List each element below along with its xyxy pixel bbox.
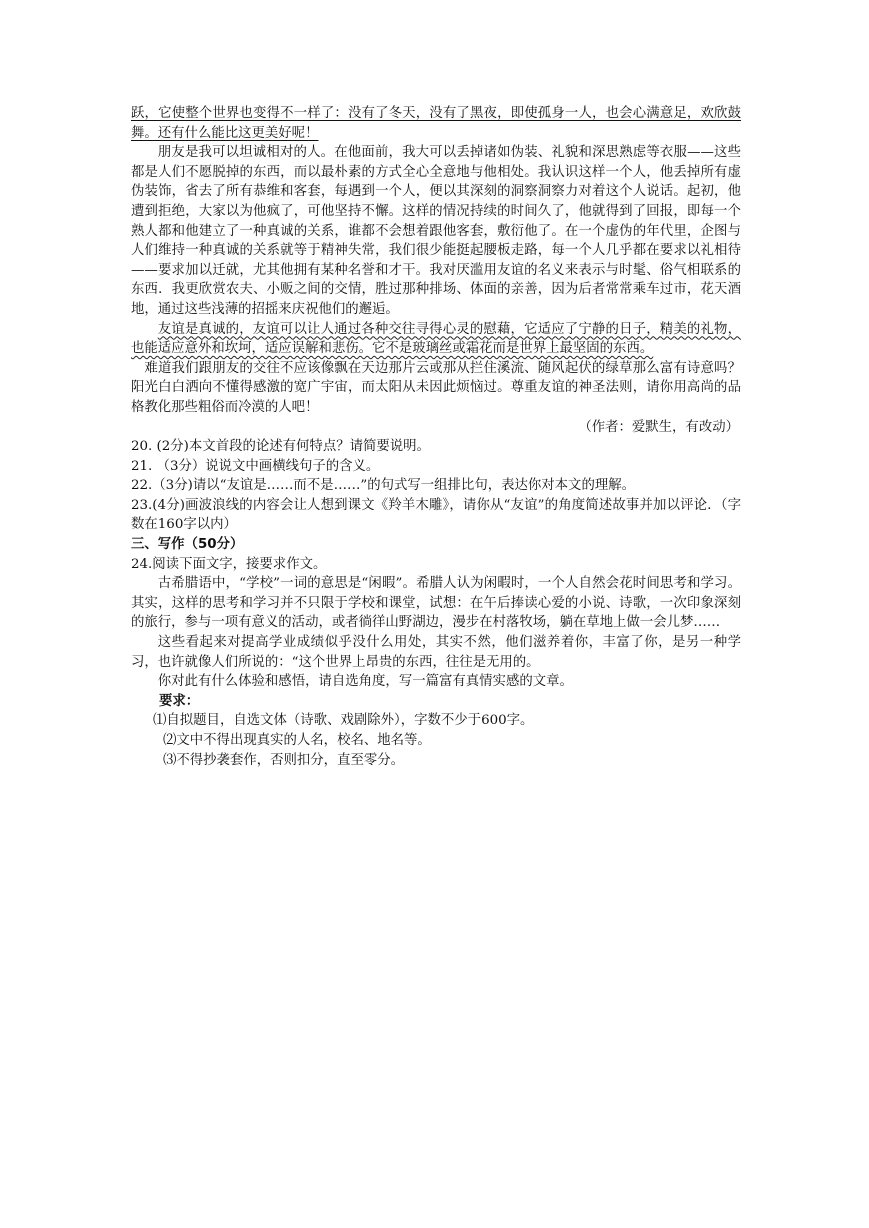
question-20: 20. (2分)本文首段的论述有何特点？请简要说明。 [131, 439, 430, 455]
underlined-paragraph-continuation: 跃，它使整个世界也变得不一样了：没有了冬天，没有了黑夜，即使孤身一人，也会心满意足，欢欣鼓舞。还有什么能比这更美好呢！ [131, 106, 741, 141]
question-24: 24.阅读下面文字，接要求作文。 [131, 556, 327, 572]
requirement-item: ⑶不得抄袭套作，否则扣分，直至零分。 [163, 752, 405, 768]
question-23: 23.(4分)画波浪线的内容会让人想到课文《羚羊木雕》，请你从“友谊”的角度简述故事并加以评论．（字数在160字以内） [131, 497, 741, 533]
writing-prompt-paragraph: 古希腊语中，“学校”一词的意思是“闲暇”。希腊人认为闲暇时，一个人自然会花时间思考和学习。其实，这样的思考和学习并不只限于学校和课堂，试想：在午后捧读心爱的小说、诗歌，一次印象深刻的旅行，参与一项有意义的活动，或者徜徉山野湖边，漫步在村落牧场，躺在草地上做一会儿梦…… [131, 576, 741, 631]
document-body [131, 104, 741, 770]
requirement-item: ⑴自拟题目，自选文体（诗歌、戏剧除外），字数不少于600字。 [153, 713, 534, 729]
question-22: 22.（3分)请以“友谊是……而不是……”的句式写一组排比句，表达你对本文的理解。 [131, 478, 636, 494]
requirement-item: ⑵文中不得出现真实的人名，校名、地名等。 [163, 733, 431, 748]
author-attribution: （作者：爱默生，有改动） [578, 419, 739, 435]
passage-paragraph: 难道我们跟朋友的交往不应该像飘在天边那片云或那从拦住溪流、随风起伏的绿草那么富有诗意吗？阳光白白洒向不懂得感激的宽广宇宙，而太阳从未因此烦恼过。尊重友谊的神圣法则，请你用高尚的品格教化那些粗俗而冷漠的人吧！ [131, 360, 741, 415]
section-heading-writing: 三、写作（50分） [131, 537, 244, 553]
question-21: 21. （3分）说说文中画横线句子的含义。 [131, 458, 380, 474]
wavy-underlined-paragraph: 友谊是真诚的，友谊可以让人通过各种交往寻得心灵的慰藉，它适应了宁静的日子，精美的礼物，也能适应意外和坎坷，适应误解和悲伤。它不是玻璃丝或霜花而是世界上最坚固的东西。 [131, 321, 741, 357]
passage-paragraph: 朋友是我可以坦诚相对的人。在他面前，我大可以丢掉诸如伪装、礼貌和深思熟虑等衣服——这些都是人们不愿脱掉的东西，而以最朴素的方式全心全意地与他相处。我认识这样一个人，他丢掉所有虚伪装饰，省去了所有恭维和客套，每遇到一个人，便以其深刻的洞察洞察力对着这个人说话。起初，他遭到拒绝，大家以为他疯了，可他坚持不懈。这样的情况持续的时间久了，他就得到了回报，即每一个熟人都和他建立了一种真诚的关系，谁都不会想着跟他客套，敷衍他了。在一个虚伪的年代里，企图与人们维持一种真诚的关系就等于精神失常，我们很少能挺起腰板走路，每一个人几乎都在要求以礼相待——要求加以迁就，尤其他拥有某种名誉和才干。我对厌滥用友谊的名义来表示与时髦、俗气相联系的东西．我更欣赏农夫、小贩之间的交情，胜过那种排场、体面的亲善，因为后者常常乘车过市，花天酒地，通过这些浅薄的招摇来庆祝他们的邂逅。 [131, 145, 741, 317]
writing-prompt-paragraph: 你对此有什么体验和感悟，请自选角度，写一篇富有真情实感的文章。 [157, 674, 573, 690]
writing-prompt-paragraph: 这些看起来对提高学业成绩似乎没什么用处，其实不然，他们滋养着你，丰富了你，是另一种学习，也许就像人们所说的：“这个世界上昂贵的东西，往往是无用的。 [131, 635, 741, 670]
requirements-title: 要求： [159, 692, 200, 709]
